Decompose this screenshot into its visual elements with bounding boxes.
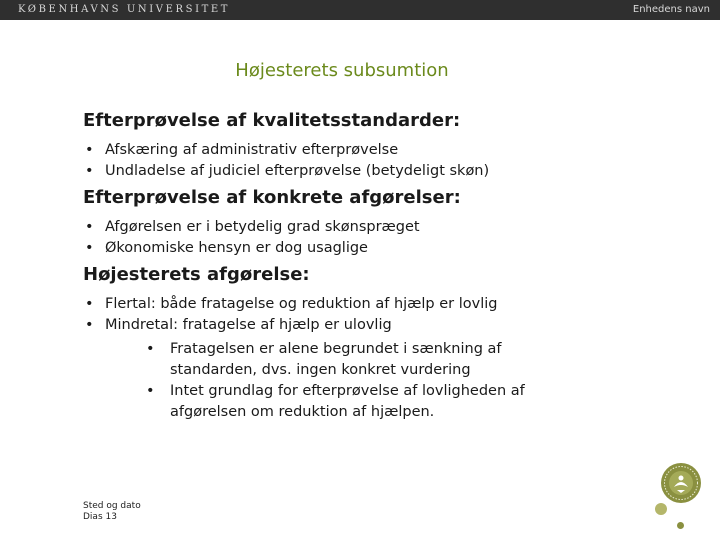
section-heading-concrete-decisions: Efterprøvelse af konkrete afgørelser:: [83, 187, 461, 208]
footer-place-date: Sted og dato: [83, 501, 141, 511]
bullet-item: • Afgørelsen er i betydelig grad skønspræget: [83, 217, 683, 238]
bullet-item: • Undladelse af judiciel efterprøvelse (betydeligt skøn): [83, 161, 683, 182]
university-seal-icon: [660, 462, 702, 504]
slide-content: [83, 108, 683, 423]
sub-bullet-list-minority: [83, 339, 683, 423]
sub-bullet-item: • Intet grundlag for efterprøvelse af lovligheden af afgørelsen om reduktion af hjælpen.: [83, 381, 560, 423]
bullet-item: • Afskæring af administrativ efterprøvelse: [83, 140, 683, 161]
footer: [83, 501, 141, 523]
bullet-item: • Økonomiske hensyn er dog usaglige: [83, 238, 683, 259]
bullet-item: • Flertal: både fratagelse og reduktion af hjælp er lovlig: [83, 294, 683, 315]
unit-name: Enhedens navn: [632, 4, 710, 15]
section-heading-supreme-court-decision: Højesterets afgørelse:: [83, 264, 310, 285]
section-heading-quality-standards: Efterprøvelse af kvalitetsstandarder:: [83, 110, 461, 131]
sub-bullet-item: • Fratagelsen er alene begrundet i sænkning af standarden, dvs. ingen konkret vurdering: [83, 339, 560, 381]
university-name: KØBENHAVNS UNIVERSITET: [18, 4, 231, 15]
decorative-dot: [655, 503, 667, 515]
slide-title: Højesterets subsumtion: [235, 60, 449, 81]
header-bar: [0, 0, 720, 20]
bullet-list-concrete-decisions: [83, 217, 683, 259]
bullet-list-supreme-court-decision: [83, 294, 683, 336]
footer-slide-number: Dias 13: [83, 512, 117, 522]
bullet-list-quality-standards: [83, 140, 683, 182]
bullet-item: • Mindretal: fratagelse af hjælp er ulovlig: [83, 315, 683, 336]
decorative-dot: [677, 522, 684, 529]
